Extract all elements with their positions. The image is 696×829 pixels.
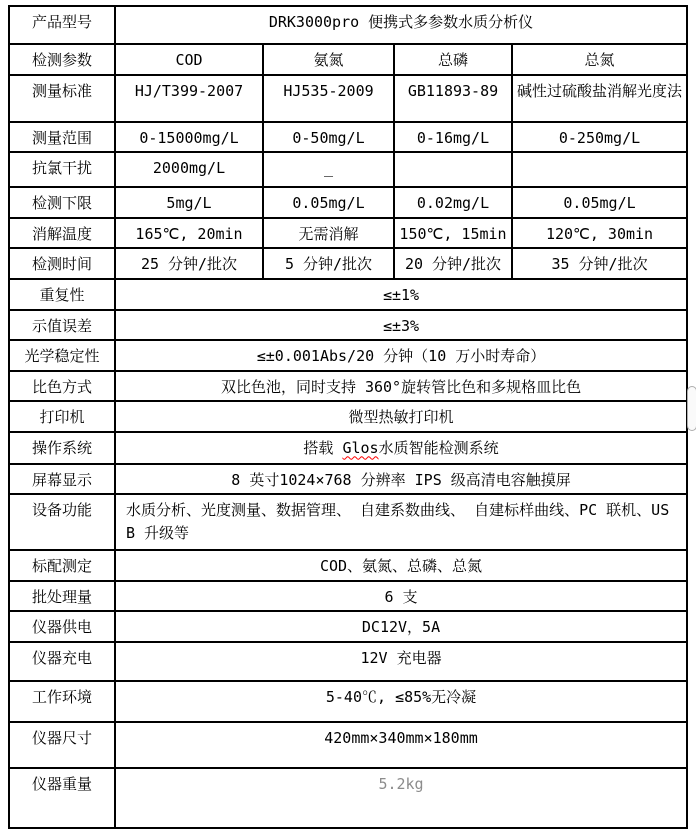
spec-value: 2000mg/L [115,152,263,187]
spec-row-standard-measurements [9,550,687,581]
spec-value-nitrogen: 总氮 [512,44,687,75]
spec-value: ≤±0.001Abs/20 分钟（10 万小时寿命） [115,340,687,371]
spec-value: 0-16mg/L [394,122,512,153]
spec-value: 无需消解 [263,218,394,249]
spec-value: 0.05mg/L [263,187,394,218]
spec-label: 光学稳定性 [9,340,115,371]
spec-label: 检测下限 [9,187,115,218]
spec-value: 0-15000mg/L [115,122,263,153]
spec-row-colorimetric-method [9,371,687,402]
glos-spellcheck-text: Glos [342,438,379,457]
product-spec-table [8,5,688,829]
spec-row-repeatability [9,279,687,310]
spec-value: 微型热敏打印机 [115,401,687,432]
os-value-suffix: 水质智能检测系统 [378,438,499,457]
spec-value: HJ535-2009 [263,75,394,122]
spec-value: _ [263,152,394,187]
spec-value: 5mg/L [115,187,263,218]
spec-row-instrument-weight [9,768,687,828]
spec-value-ammonia: 氨氮 [263,44,394,75]
spec-label: 标配测定 [9,550,115,581]
spec-value-empty [394,152,512,187]
spec-row-printer [9,401,687,432]
spec-value-cod: COD [115,44,263,75]
spec-row-operating-system [9,432,687,464]
spec-label: 仪器重量 [9,768,115,828]
spec-value: ≤±3% [115,310,687,341]
spec-row-chlorine-resistance [9,152,687,187]
spec-label: 测量范围 [9,122,115,153]
spec-label: 检测时间 [9,248,115,279]
spec-label: 仪器尺寸 [9,722,115,768]
spec-value: 水质分析、光度测量、数据管理、 自建系数曲线、 自建标样曲线、PC 联机、USB 升级等 [115,494,687,550]
spec-row-measurement-range [9,122,687,153]
spec-row-detection-parameters [9,44,687,75]
spec-label: 工作环境 [9,681,115,722]
spec-label: 比色方式 [9,371,115,402]
spec-value-empty [512,152,687,187]
spec-value: 0-250mg/L [512,122,687,153]
spec-value: 165℃, 20min [115,218,263,249]
spec-value: 0.05mg/L [512,187,687,218]
os-value [115,432,687,464]
spec-row-batch-capacity [9,581,687,612]
spec-value: 12V 充电器 [115,642,687,681]
spec-value: 0.02mg/L [394,187,512,218]
spec-value: 5 分钟/批次 [263,248,394,279]
spec-label: 仪器充电 [9,642,115,681]
spec-value: 120℃, 30min [512,218,687,249]
spec-row-device-functions [9,494,687,550]
spec-row-product-model [9,6,687,44]
scrollbar-thumb[interactable] [687,386,696,431]
spec-row-screen-display [9,464,687,495]
spec-value: 5-40℃, ≤85%无冷凝 [115,681,687,722]
spec-row-digestion-temperature [9,218,687,249]
spec-label: 产品型号 [9,6,115,44]
spec-row-optical-stability [9,340,687,371]
spec-label: 测量标准 [9,75,115,122]
spec-row-indication-error [9,310,687,341]
spec-value: COD、氨氮、总磷、总氮 [115,550,687,581]
spec-label: 批处理量 [9,581,115,612]
spec-row-measurement-standard [9,75,687,122]
spec-label: 消解温度 [9,218,115,249]
spec-label: 操作系统 [9,432,115,464]
spec-label: 屏幕显示 [9,464,115,495]
spec-value: 碱性过硫酸盐消解光度法 [512,75,687,122]
spec-value: GB11893-89 [394,75,512,122]
spec-label: 设备功能 [9,494,115,550]
product-model-value: DRK3000pro 便携式多参数水质分析仪 [115,6,687,44]
spec-value: 25 分钟/批次 [115,248,263,279]
spec-label: 检测参数 [9,44,115,75]
spec-row-charger [9,642,687,681]
spec-row-working-environment [9,681,687,722]
spec-row-detection-time [9,248,687,279]
spec-value: 420mm×340mm×180mm [115,722,687,768]
spec-value: 6 支 [115,581,687,612]
spec-value: 8 英寸1024×768 分辨率 IPS 级高清电容触摸屏 [115,464,687,495]
spec-label: 抗氯干扰 [9,152,115,187]
spec-value: HJ/T399-2007 [115,75,263,122]
spec-value: 150℃, 15min [394,218,512,249]
spec-value: DC12V，5A [115,611,687,642]
spec-row-instrument-dimensions [9,722,687,768]
spec-value: 双比色池，同时支持 360°旋转管比色和多规格皿比色 [115,371,687,402]
spec-value: 0-50mg/L [263,122,394,153]
spec-row-power-supply [9,611,687,642]
spec-label: 打印机 [9,401,115,432]
spec-label: 仪器供电 [9,611,115,642]
spec-value: 20 分钟/批次 [394,248,512,279]
spec-value-phosphorus: 总磷 [394,44,512,75]
spec-label: 示值误差 [9,310,115,341]
spec-value: 35 分钟/批次 [512,248,687,279]
instrument-weight-value: 5.2kg [115,768,687,828]
spec-row-detection-limit [9,187,687,218]
spec-label: 重复性 [9,279,115,310]
os-value-prefix: 搭载 [303,438,343,457]
spec-value: ≤±1% [115,279,687,310]
